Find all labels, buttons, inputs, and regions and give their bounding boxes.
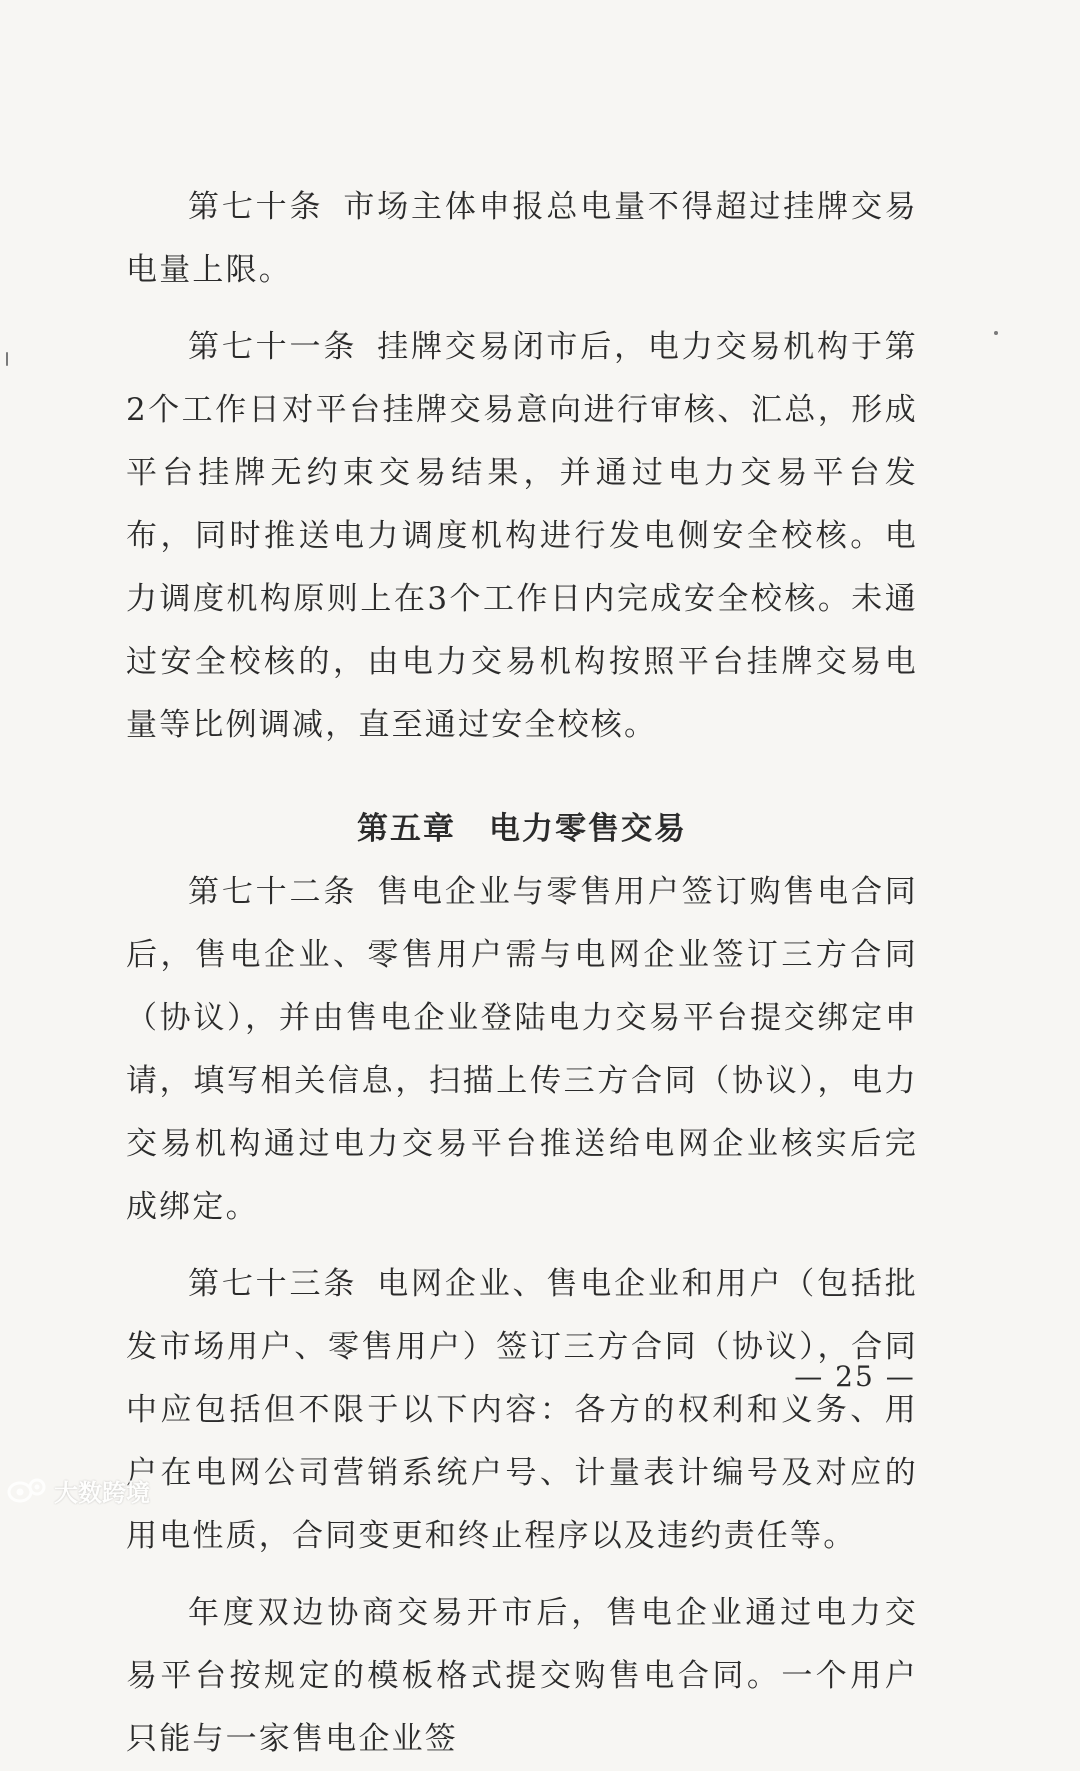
- scan-speck: [994, 331, 998, 335]
- article-73: [126, 1253, 918, 1568]
- article-70-text: 市场主体申报总电量不得超过挂牌交易电量上限。: [126, 189, 918, 288]
- document-body: [126, 176, 918, 1771]
- paragraph-annual-bilateral-text: 年度双边协商交易开市后，售电企业通过电力交易平台按规定的模板格式提交购售电合同。一个用户只能与一家售电企业签: [126, 1595, 918, 1757]
- article-71-text: 挂牌交易闭市后，电力交易机构于第2个工作日对平台挂牌交易意向进行审核、汇总，形成平台挂牌无约束交易结果，并通过电力交易平台发布，同时推送电力调度机构进行发电侧安全校核。电力调度机构原则上在3个工作日内完成安全校核。未通过安全校核的，由电力交易机构按照平台挂牌交易电量等比例调减，直至通过安全校核。: [126, 329, 918, 743]
- article-73-number: 第七十三条: [188, 1266, 358, 1302]
- article-72: [126, 861, 918, 1239]
- article-70: [126, 176, 918, 302]
- watermark-text: 大数跨境: [54, 1478, 150, 1507]
- article-71-number: 第七十一条: [188, 329, 358, 365]
- scan-speck: [6, 352, 8, 366]
- watermark: [6, 1470, 150, 1510]
- article-73-text: 电网企业、售电企业和用户（包括批发市场用户、零售用户）签订三方合同（协议），合同中应包括但不限于以下内容：各方的权利和义务、用户在电网公司营销系统户号、计量表计编号及对应的用电性质，合同变更和终止程序以及违约责任等。: [126, 1266, 918, 1554]
- article-72-text: 售电企业与零售用户签订购售电合同后，售电企业、零售用户需与电网企业签订三方合同（协议），并由售电企业登陆电力交易平台提交绑定申请，填写相关信息，扫描上传三方合同（协议），电力交易机构通过电力交易平台推送给电网企业核实后完成绑定。: [126, 874, 918, 1225]
- article-71: [126, 316, 918, 757]
- chapter-title: 第五章 电力零售交易: [357, 811, 687, 847]
- weibo-eye-logo-icon: [6, 1475, 50, 1505]
- page-number: — 25 —: [794, 1360, 916, 1393]
- article-70-number: 第七十条: [188, 189, 324, 225]
- paragraph-annual-bilateral: [126, 1582, 918, 1771]
- article-72-number: 第七十二条: [188, 874, 358, 910]
